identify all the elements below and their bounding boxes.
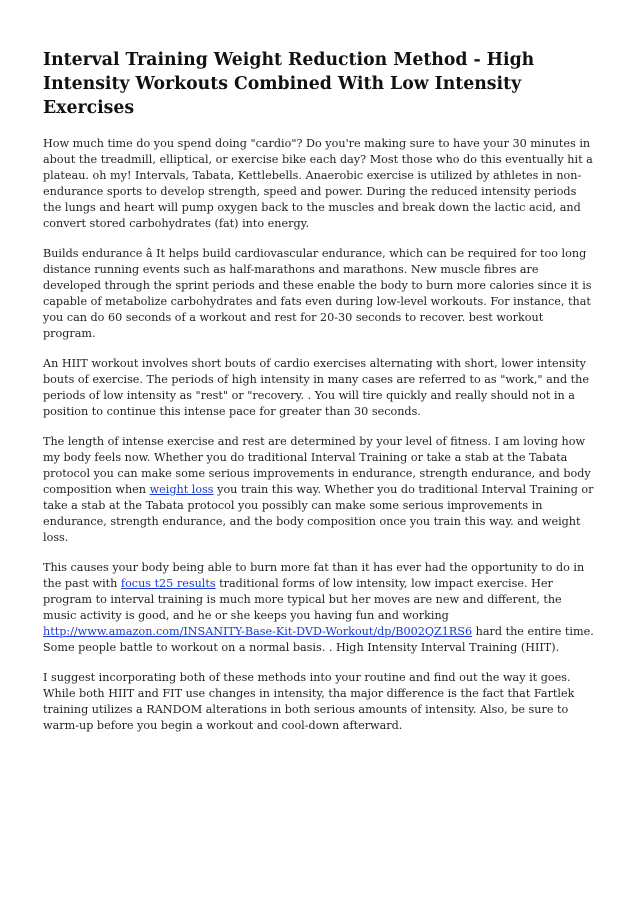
paragraph-5-text-before: This causes your body being able to burn more fat than it has ever had the opportunity to do in the past with	[43, 561, 585, 590]
paragraph-5	[43, 560, 595, 656]
paragraph-4-text-after: you train this way. Whether you do traditional Interval Training or take a stab at the Tabata protocol you possibly can make some serious improvements in endurance, strength endurance, and the body composition once you train this way. and weight loss.	[43, 483, 594, 544]
paragraph-1: How much time do you spend doing "cardio"? Do you're making sure to have your 30 minutes in about the treadmill, elliptical, or exercise bike each day? Most those who do this eventually hit a plateau. oh my! Intervals, Tabata, Kettlebells. Anaerobic exercise is utilized by athletes in non-endurance sports to develop strength, speed and power. During the reduced intensity periods the lungs and heart will pump oxygen back to the muscles and break down the lactic acid, and convert stored carbohydrates (fat) into energy.	[43, 137, 593, 230]
amazon-insanity-link[interactable]: http://www.amazon.com/INSANITY-Base-Kit-DVD-Workout/dp/B002QZ1RS6	[43, 625, 473, 638]
paragraph-4-text-before: The length of intense exercise and rest are determined by your level of fitness. I am loving how my body feels now. Whether you do traditional Interval Training or take a stab at the Tabata protocol you can make some serious improvements in endurance, strength endurance, and body composition when	[43, 435, 591, 496]
paragraph-2: Builds endurance â It helps build cardiovascular endurance, which can be required for too long distance running events such as half-marathons and marathons. New muscle fibres are developed through the sprint periods and these enable the body to burn more calories since it is capable of metabolize carbohydrates and fats even during low-level workouts. For instance, that you can do 60 seconds of a workout and rest for 20-30 seconds to recover. best workout program.	[43, 247, 592, 340]
paragraph-5-text-middle: traditional forms of low intensity, low impact exercise. Her program to interval training is much more typical but her moves are new and different, the music activity is good, and he or she keeps you having fun and working	[43, 577, 562, 622]
paragraph-5-text-after: hard the entire time. Some people battle to workout on a normal basis. . High Intensity Interval Training (HIIT).	[43, 625, 594, 654]
paragraph-6: I suggest incorporating both of these methods into your routine and find out the way it goes. While both HIIT and FIT use changes in intensity, tha major difference is the fact that Fartlek training utilizes a RANDOM alterations in both serious amounts of intensity. Also, be sure to warm-up before you begin a workout and cool-down afterward.	[43, 671, 575, 732]
paragraph-3: An HIIT workout involves short bouts of cardio exercises alternating with short, lower intensity bouts of exercise. The periods of high intensity in many cases are referred to as "work," and the periods of low intensity as "rest" or "recovery. . You will tire quickly and really should not in a position to continue this intense pace for greater than 30 seconds.	[43, 357, 589, 418]
article-title: Interval Training Weight Reduction Method - High Intensity Workouts Combined With Low Intensity Exercises	[43, 50, 535, 118]
focus-t25-results-link[interactable]: focus t25 results	[120, 577, 216, 590]
weight-loss-link[interactable]: weight loss	[149, 483, 214, 496]
paragraph-4	[43, 434, 595, 546]
document-page	[43, 48, 595, 748]
